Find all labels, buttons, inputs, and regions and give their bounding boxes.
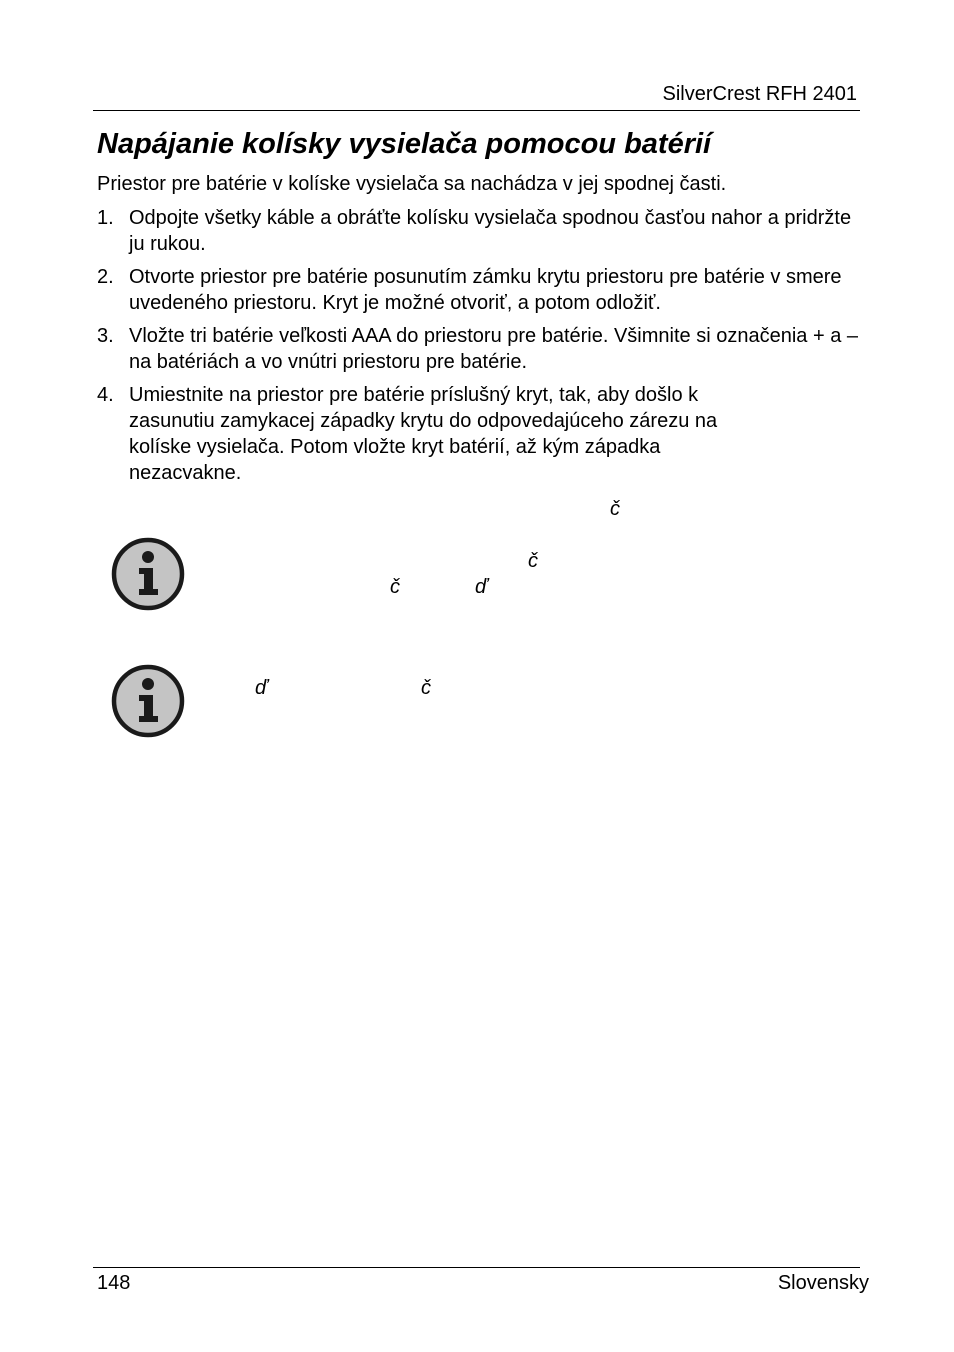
- footer-rule: [93, 1267, 860, 1268]
- header-product-name: SilverCrest RFH 2401: [662, 83, 857, 105]
- header-rule: [93, 110, 860, 111]
- info-icon: [111, 537, 185, 611]
- steps-list: [97, 205, 867, 493]
- page-number: 148: [97, 1272, 131, 1294]
- step-text: Umiestnite na priestor pre batérie príslušný kryt, tak, aby došlo k zasunutiu zamykacej západky krytu do odpovedajúceho zárezu na kolíske vysielača. Potom vložte kryt batérií, až kým západka nezacvakne.: [129, 384, 718, 484]
- step-item: [97, 264, 867, 316]
- section-title: Napájanie kolísky vysielača pomocou batérií: [97, 128, 712, 160]
- info-icon: [111, 664, 185, 738]
- step-item: [97, 382, 867, 486]
- step-number: 2.: [97, 266, 114, 288]
- step-number: 1.: [97, 207, 114, 229]
- step-text: Otvorte priestor pre batérie posunutím zámku krytu priestoru pre batérie v smere uvedeného priestoru. Kryt je možné otvoriť, a potom odložiť.: [129, 266, 842, 314]
- step-item: [97, 205, 867, 257]
- section-intro: Priestor pre batérie v kolíske vysielača sa nachádza v jej spodnej časti.: [97, 173, 727, 195]
- step-text: Odpojte všetky káble a obráťte kolísku vysielača spodnou časťou nahor a pridržte ju rukou.: [129, 207, 852, 255]
- fragment-c: č: [390, 576, 400, 598]
- fragment-c: č: [610, 498, 620, 520]
- step-number: 4.: [97, 384, 114, 406]
- fragment-d: ď: [255, 677, 268, 699]
- footer-language: Slovensky: [777, 1272, 869, 1294]
- fragment-c: č: [421, 677, 431, 699]
- step-number: 3.: [97, 325, 114, 347]
- step-item: [97, 323, 867, 375]
- step-text: Vložte tri batérie veľkosti AAA do priestoru pre batérie. Všimnite si označenia + a – na batériách a vo vnútri priestoru pre batérie.: [129, 325, 858, 373]
- fragment-c: č: [528, 550, 538, 572]
- fragment-d: ď: [475, 576, 488, 598]
